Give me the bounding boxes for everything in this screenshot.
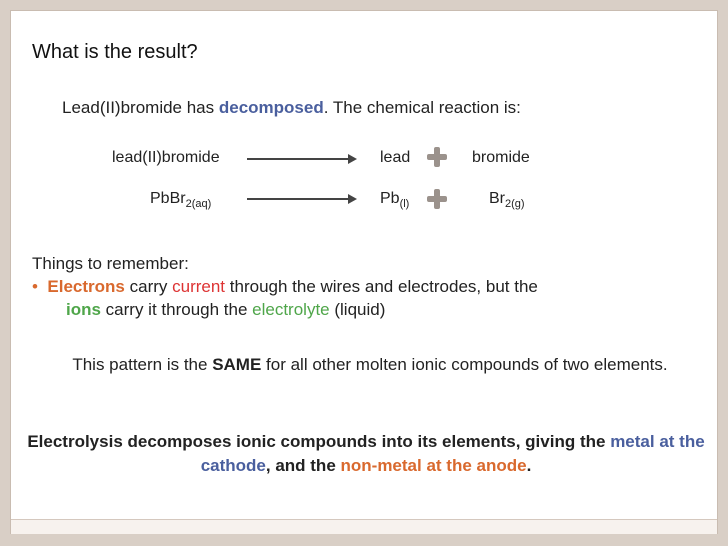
- conclusion-metal: metal at the cathode: [200, 432, 705, 475]
- symbol-product-2-sub: 2(g): [505, 198, 525, 211]
- conclusion: [26, 430, 706, 478]
- conclusion-nonmetal: non-metal at the anode: [340, 456, 527, 475]
- remember-text-1: carry: [124, 277, 173, 296]
- plus-icon: [427, 147, 447, 167]
- word-ions: ions: [66, 300, 101, 319]
- symbol-reactant-sub: 2(aq): [185, 198, 212, 211]
- symbol-product-1-sub: (l): [399, 198, 410, 211]
- word-reactant: lead(II)bromide: [112, 149, 220, 166]
- symbol-product-1: [380, 190, 409, 210]
- intro-highlight: decomposed: [218, 98, 324, 117]
- remember-bullet: [32, 277, 672, 297]
- conclusion-text-3: .: [526, 456, 532, 475]
- word-electrolyte: electrolyte: [252, 300, 330, 319]
- pattern-suffix: for all other molten ionic compounds of two elements.: [261, 355, 668, 374]
- pattern-note: [40, 354, 700, 376]
- word-current: current: [172, 277, 226, 296]
- word-product-2: bromide: [472, 149, 530, 166]
- bullet-dot: •: [32, 277, 38, 296]
- symbol-product-2-base: Br: [489, 190, 505, 207]
- footer-band: [11, 519, 717, 534]
- symbol-reactant-base: PbBr: [150, 190, 186, 207]
- conclusion-text-1: Electrolysis decomposes ionic compounds into its elements, giving the: [27, 432, 611, 451]
- plus-icon: [427, 189, 447, 209]
- arrow-icon: [247, 158, 355, 160]
- conclusion-text-2: , and the: [265, 456, 341, 475]
- remember-bullet-cont: [66, 300, 385, 320]
- symbol-reactant: [150, 190, 211, 210]
- pattern-prefix: This pattern is the: [72, 355, 213, 374]
- remember-text-2: through the wires and electrodes, but the: [225, 277, 538, 296]
- slide-title: What is the result?: [32, 41, 198, 63]
- word-electrons: Electrons: [47, 277, 125, 296]
- pattern-bold: SAME: [212, 355, 262, 374]
- symbol-product-1-base: Pb: [380, 190, 400, 207]
- intro-text: [62, 98, 521, 118]
- word-product-1: lead: [380, 149, 411, 166]
- remember-text-4: (liquid): [329, 300, 386, 319]
- arrow-icon: [247, 198, 355, 200]
- remember-heading: Things to remember:: [32, 254, 189, 273]
- remember-text-3: carry it through the: [100, 300, 253, 319]
- intro-prefix: Lead(II)bromide has: [62, 98, 219, 117]
- symbol-product-2: [489, 190, 525, 210]
- intro-suffix: . The chemical reaction is:: [323, 98, 521, 117]
